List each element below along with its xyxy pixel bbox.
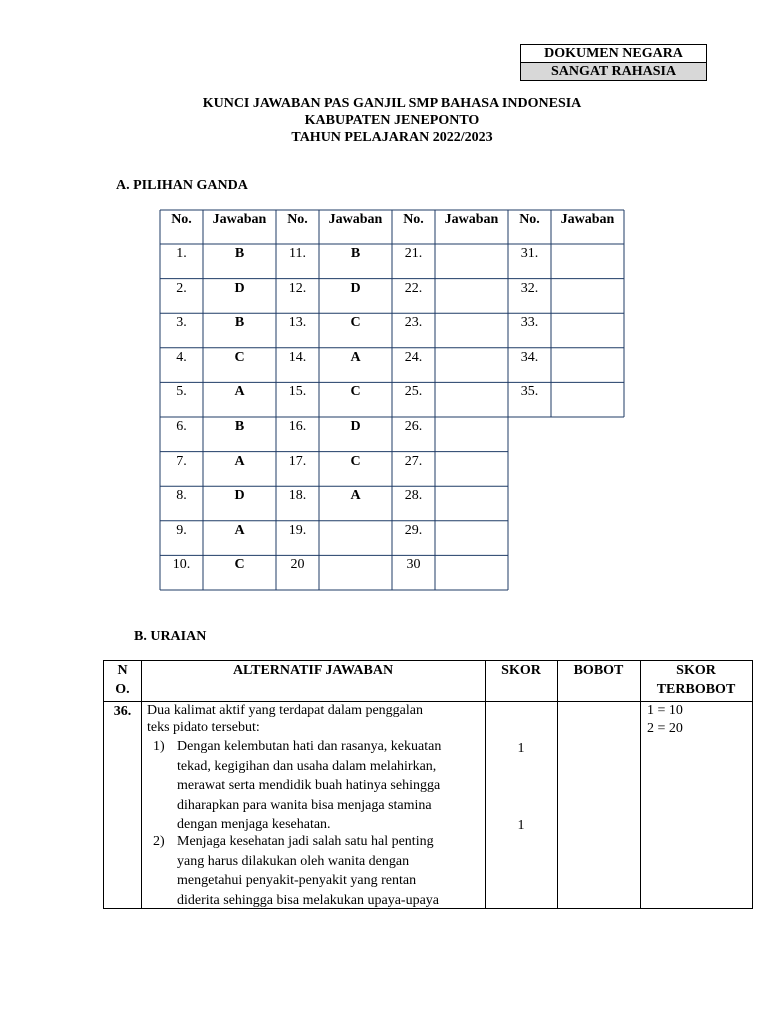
answer-letter: C (234, 349, 245, 365)
column-header: No. (519, 212, 540, 227)
title-line-3: TAHUN PELAJARAN 2022/2023 (291, 130, 493, 145)
skor-1: 1 (517, 741, 525, 756)
question-number: 29. (404, 522, 423, 538)
col-divider (557, 661, 558, 908)
answer-letter: B (234, 315, 245, 331)
question-number: 19. (288, 522, 307, 538)
question-number: 3. (176, 315, 187, 331)
answer-letter: C (350, 453, 361, 469)
question-number: 25. (404, 384, 423, 400)
question-number: 27. (404, 453, 423, 469)
item-line: mengetahui penyakit-penyakit yang rentan (177, 873, 417, 888)
item-line: yang harus dilakukan oleh wanita dengan (177, 853, 410, 869)
question-number: 33. (520, 315, 539, 331)
item-line: merawat serta mendidik buah hatinya sehingga (177, 778, 441, 793)
row-number: 36. (113, 704, 132, 719)
question-number: 7. (176, 453, 187, 469)
question-number: 8. (176, 488, 187, 504)
question-number: 30 (406, 557, 421, 573)
question-number: 16. (288, 419, 307, 434)
question-number: 21. (404, 246, 423, 261)
column-header: No. (287, 212, 308, 227)
answer-letter: A (234, 453, 245, 469)
column-header: Jawaban (560, 212, 615, 227)
answer-letter: D (350, 419, 361, 434)
answer-letter: B (350, 246, 361, 261)
question-number: 35. (520, 384, 539, 400)
header-terbobot-line1: SKOR (676, 663, 716, 678)
question-intro (147, 702, 423, 736)
column-header: Jawaban (212, 212, 267, 227)
answer-letter: D (350, 280, 361, 296)
question-number: 14. (288, 349, 307, 365)
section-a-heading: A. PILIHAN GANDA (116, 178, 248, 193)
terbobot-2: 2 = 20 (647, 721, 683, 736)
answer-letter: A (350, 488, 361, 504)
answer-letter: A (350, 349, 361, 365)
question-number: 26. (404, 419, 423, 434)
answer-letter: D (234, 488, 245, 504)
answer-letter: B (234, 419, 245, 434)
item-number: 2) (153, 834, 165, 849)
question-number: 13. (288, 315, 307, 331)
question-number: 5. (176, 384, 187, 400)
column-header: No. (403, 212, 424, 227)
col-divider (485, 661, 486, 908)
title-line-1: KUNCI JAWABAN PAS GANJIL SMP BAHASA INDONESIA (202, 96, 582, 111)
stamp-line-2: SANGAT RAHASIA (521, 63, 706, 80)
header-bobot: BOBOT (573, 663, 624, 678)
header-skor: SKOR (501, 663, 541, 678)
question-number: 2. (176, 280, 187, 296)
question-number: 23. (404, 315, 423, 331)
question-number: 18. (288, 488, 307, 504)
intro-line-1: Dua kalimat aktif yang terdapat dalam penggalan (147, 703, 424, 718)
question-number: 22. (404, 280, 423, 296)
answer-letter: A (234, 384, 245, 400)
question-number: 15. (288, 384, 307, 400)
essay-table (103, 660, 753, 909)
question-number: 12. (288, 280, 307, 296)
header-no-line2: O. (115, 682, 130, 697)
column-header: Jawaban (444, 212, 499, 227)
title-line-2: KABUPATEN JENEPONTO (304, 113, 480, 128)
question-number: 24. (404, 349, 423, 365)
question-number: 34. (520, 349, 539, 365)
header-terbobot-line2: TERBOBOT (656, 682, 736, 697)
question-number: 32. (520, 280, 539, 296)
item-line: diderita sehingga bisa melakukan upaya-upaya (177, 892, 440, 908)
question-number: 17. (288, 453, 307, 469)
section-b-heading: B. URAIAN (134, 629, 207, 644)
question-number: 20 (290, 557, 305, 573)
answer-letter: C (350, 384, 361, 400)
question-number: 28. (404, 488, 423, 504)
answer-letter: D (234, 280, 245, 296)
header-skor-terbobot (640, 661, 752, 699)
answer-letter: A (234, 522, 245, 538)
column-header: Jawaban (328, 212, 383, 227)
question-number: 31. (520, 246, 539, 261)
question-number: 1. (176, 246, 187, 261)
header-no-line1: N (117, 663, 128, 678)
answer-letter: C (234, 557, 245, 573)
intro-line-2: teks pidato tersebut: (147, 720, 260, 735)
column-header: No. (171, 212, 192, 227)
terbobot-1: 1 = 10 (647, 703, 683, 718)
item-line: Dengan kelembutan hati dan rasanya, kekuatan (177, 739, 442, 754)
item-line: Menjaga kesehatan jadi salah satu hal penting (177, 834, 434, 849)
item-number: 1) (153, 739, 165, 754)
answer-letter: B (234, 246, 245, 261)
answer-letter: C (350, 315, 361, 331)
question-number: 11. (289, 246, 306, 261)
skor-2: 1 (517, 818, 525, 833)
skor-terbobot (647, 702, 683, 738)
col-divider (141, 661, 142, 908)
item-line: diharapkan para wanita bisa menjaga stamina (177, 797, 432, 813)
item-line: dengan menjaga kesehatan. (177, 817, 331, 832)
question-number: 6. (176, 419, 187, 434)
stamp-line-1: DOKUMEN NEGARA (521, 45, 706, 63)
question-number: 4. (176, 349, 187, 365)
question-number: 10. (172, 557, 191, 573)
header-no (104, 661, 141, 699)
question-number: 9. (176, 522, 187, 538)
header-alternatif: ALTERNATIF JAWABAN (232, 663, 394, 678)
item-line: tekad, kegigihan dan usaha dalam melahirkan, (177, 758, 437, 774)
